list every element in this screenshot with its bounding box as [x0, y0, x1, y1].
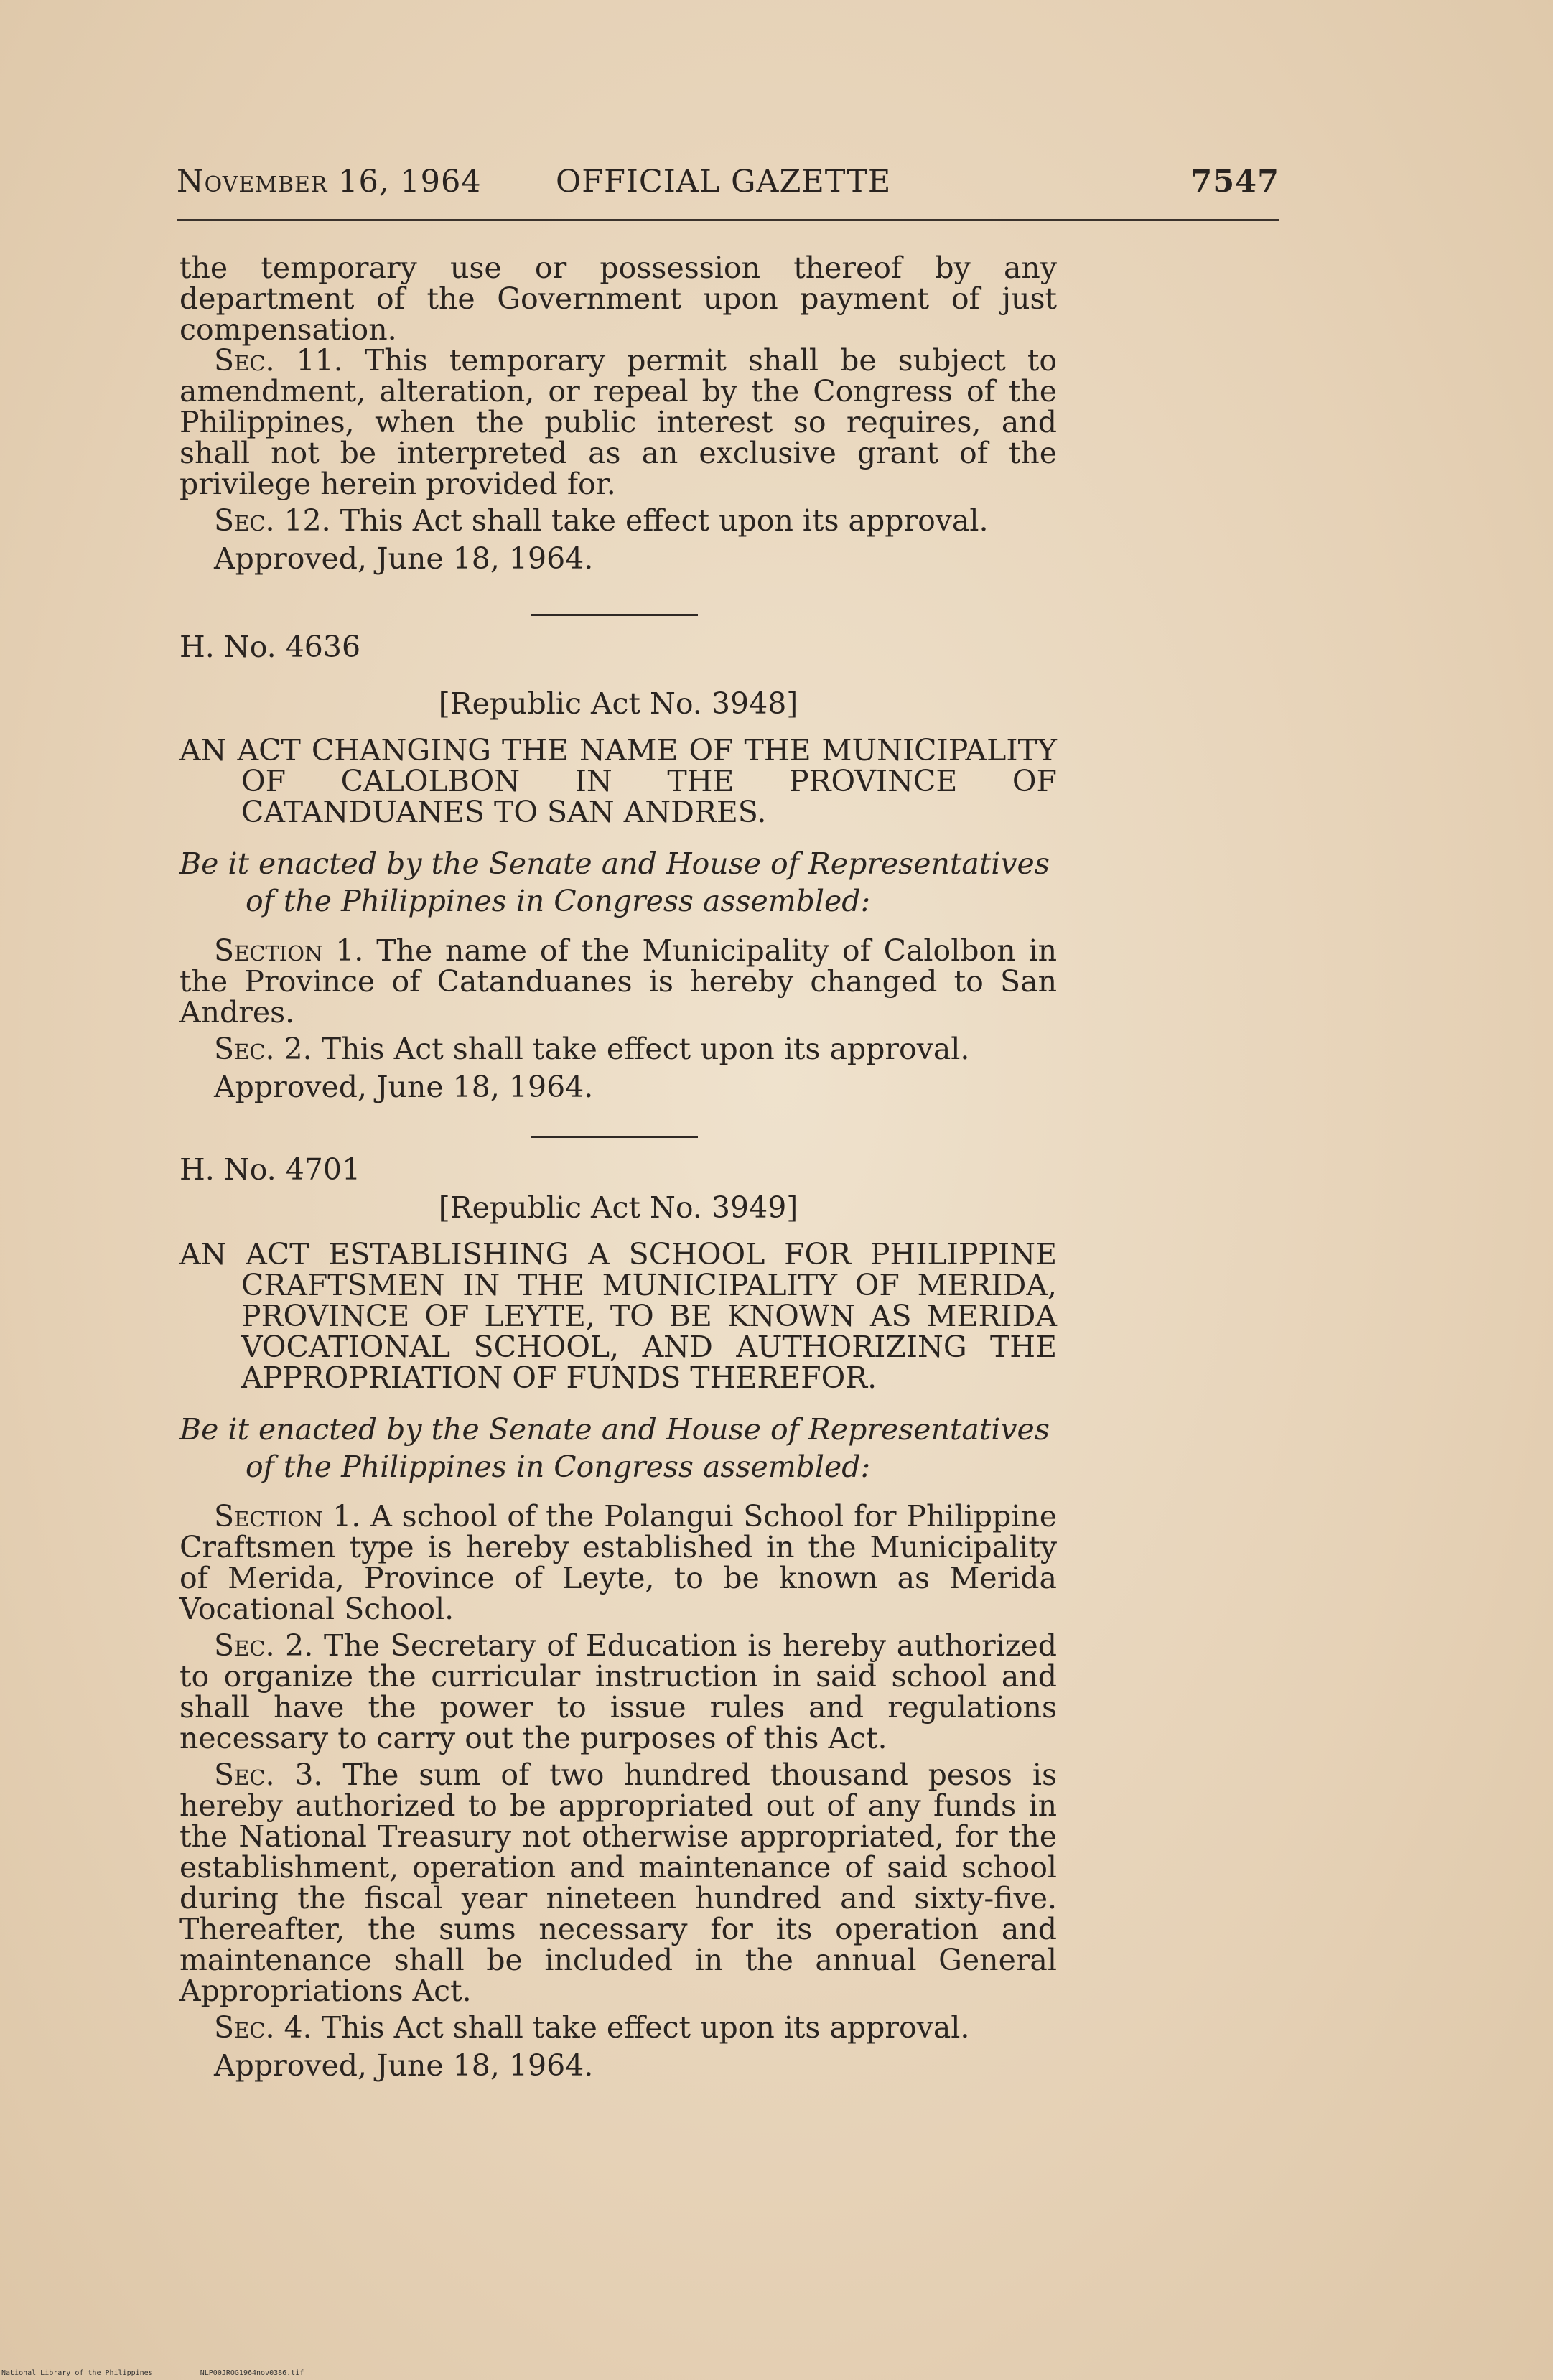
section-text: The sum of two hundred thousand pesos is hereby authorized to be appropriated out of any funds in the National Treasury not otherwise appropriated, for the establishment, operation and maintenance of said school during the fiscal year nineteen hundred and sixty-five. Thereafter, the sums necessary for its operation and maintenance shall be included in the annual General Appropriations Act.: [179, 1758, 1057, 2008]
house-bill-number: H. No. 4636: [179, 630, 361, 664]
section-1: [179, 1501, 1057, 1625]
section-label: Sec. 12.: [214, 503, 331, 538]
section-text: This temporary permit shall be subject to amendment, alteration, or repeal by the Congress of the Philippines, when the public interest so requires, and shall not be interpreted as an exclusive grant of the privilege herein provided for.: [179, 343, 1057, 501]
separator-rule: [531, 614, 698, 616]
section-label: Sec. 3.: [214, 1758, 323, 1792]
act-title: AN ACT CHANGING THE NAME OF THE MUNICIPALITY OF CALOLBON IN THE PROVINCE OF CATANDUANES TO SAN ANDRES.: [179, 733, 1057, 829]
section-label: Sec. 11.: [214, 343, 343, 378]
footer-library: National Library of the Philippines: [1, 2369, 153, 2377]
footer-filename: NLP00JROG1964nov0386.tif: [200, 2369, 304, 2377]
act-title: AN ACT ESTABLISHING A SCHOOL FOR PHILIPPINE CRAFTSMEN IN THE MUNICIPALITY OF MERIDA, PROVINCE OF LEYTE, TO BE KNOWN AS MERIDA VOCATIONAL SCHOOL, AND AUTHORIZING THE APPROPRIATION OF FUNDS THEREFOR.: [179, 1237, 1057, 1395]
section-label: Sec. 2.: [214, 1628, 314, 1663]
republic-act-number: [Republic Act No. 3949]: [438, 1190, 798, 1225]
section-3: [179, 1760, 1057, 2007]
section-2: [179, 1034, 1057, 1065]
section-text: This Act shall take effect upon its approval.: [321, 2010, 970, 2045]
header-title: OFFICIAL GAZETTE: [556, 164, 892, 200]
section-4: [179, 2012, 1057, 2043]
approval-date: Approved, June 18, 1964.: [214, 541, 594, 576]
separator-rule: [531, 1136, 698, 1138]
republic-act-3948: [179, 632, 1057, 1103]
scan-footer: [1, 2369, 347, 2377]
section-label: Sec. 4.: [214, 2010, 312, 2045]
section-text: The Secretary of Education is hereby authorized to organize the curricular instruction in said school and shall have the power to issue rules and regulations necessary to carry out the purposes of this Act.: [179, 1628, 1057, 1755]
section-1: [179, 935, 1057, 1028]
page-number: 7547: [1190, 164, 1279, 200]
section-text: The name of the Municipality of Calolbon in the Province of Catanduanes is hereby changed to San Andres.: [179, 933, 1057, 1030]
section-label: Section 1.: [214, 1499, 361, 1534]
republic-act-3949: [179, 1154, 1057, 2081]
page-header: [177, 164, 1279, 207]
republic-act-number: [Republic Act No. 3948]: [438, 686, 798, 721]
house-bill-number: H. No. 4701: [179, 1152, 361, 1187]
section-label: Sec. 2.: [214, 1032, 312, 1066]
enacting-clause: Be it enacted by the Senate and House of Representatives of the Philippines in Congress assembled:: [179, 1412, 1050, 1484]
approval-date: Approved, June 18, 1964.: [214, 1070, 594, 1104]
section-text: A school of the Polangui School for Philippine Craftsmen type is hereby established in the Municipality of Merida, Province of Leyte, to be known as Merida Vocational School.: [179, 1499, 1057, 1626]
previous-act-continuation: [179, 253, 1057, 574]
approval-date: Approved, June 18, 1964.: [214, 2048, 594, 2083]
enacting-clause: Be it enacted by the Senate and House of Representatives of the Philippines in Congress assembled:: [179, 846, 1050, 918]
header-rule: [177, 219, 1279, 221]
section-text: This Act shall take effect upon its approval.: [321, 1032, 970, 1066]
header-date: November 16, 1964: [177, 164, 482, 200]
section-11: [179, 345, 1057, 500]
continuation-paragraph: the temporary use or possession thereof by any department of the Government upon payment of just compensation.: [179, 251, 1057, 347]
section-text: This Act shall take effect upon its approval.: [340, 503, 989, 538]
section-2: [179, 1630, 1057, 1754]
section-label: Section 1.: [214, 933, 364, 968]
section-12: [179, 505, 1057, 536]
